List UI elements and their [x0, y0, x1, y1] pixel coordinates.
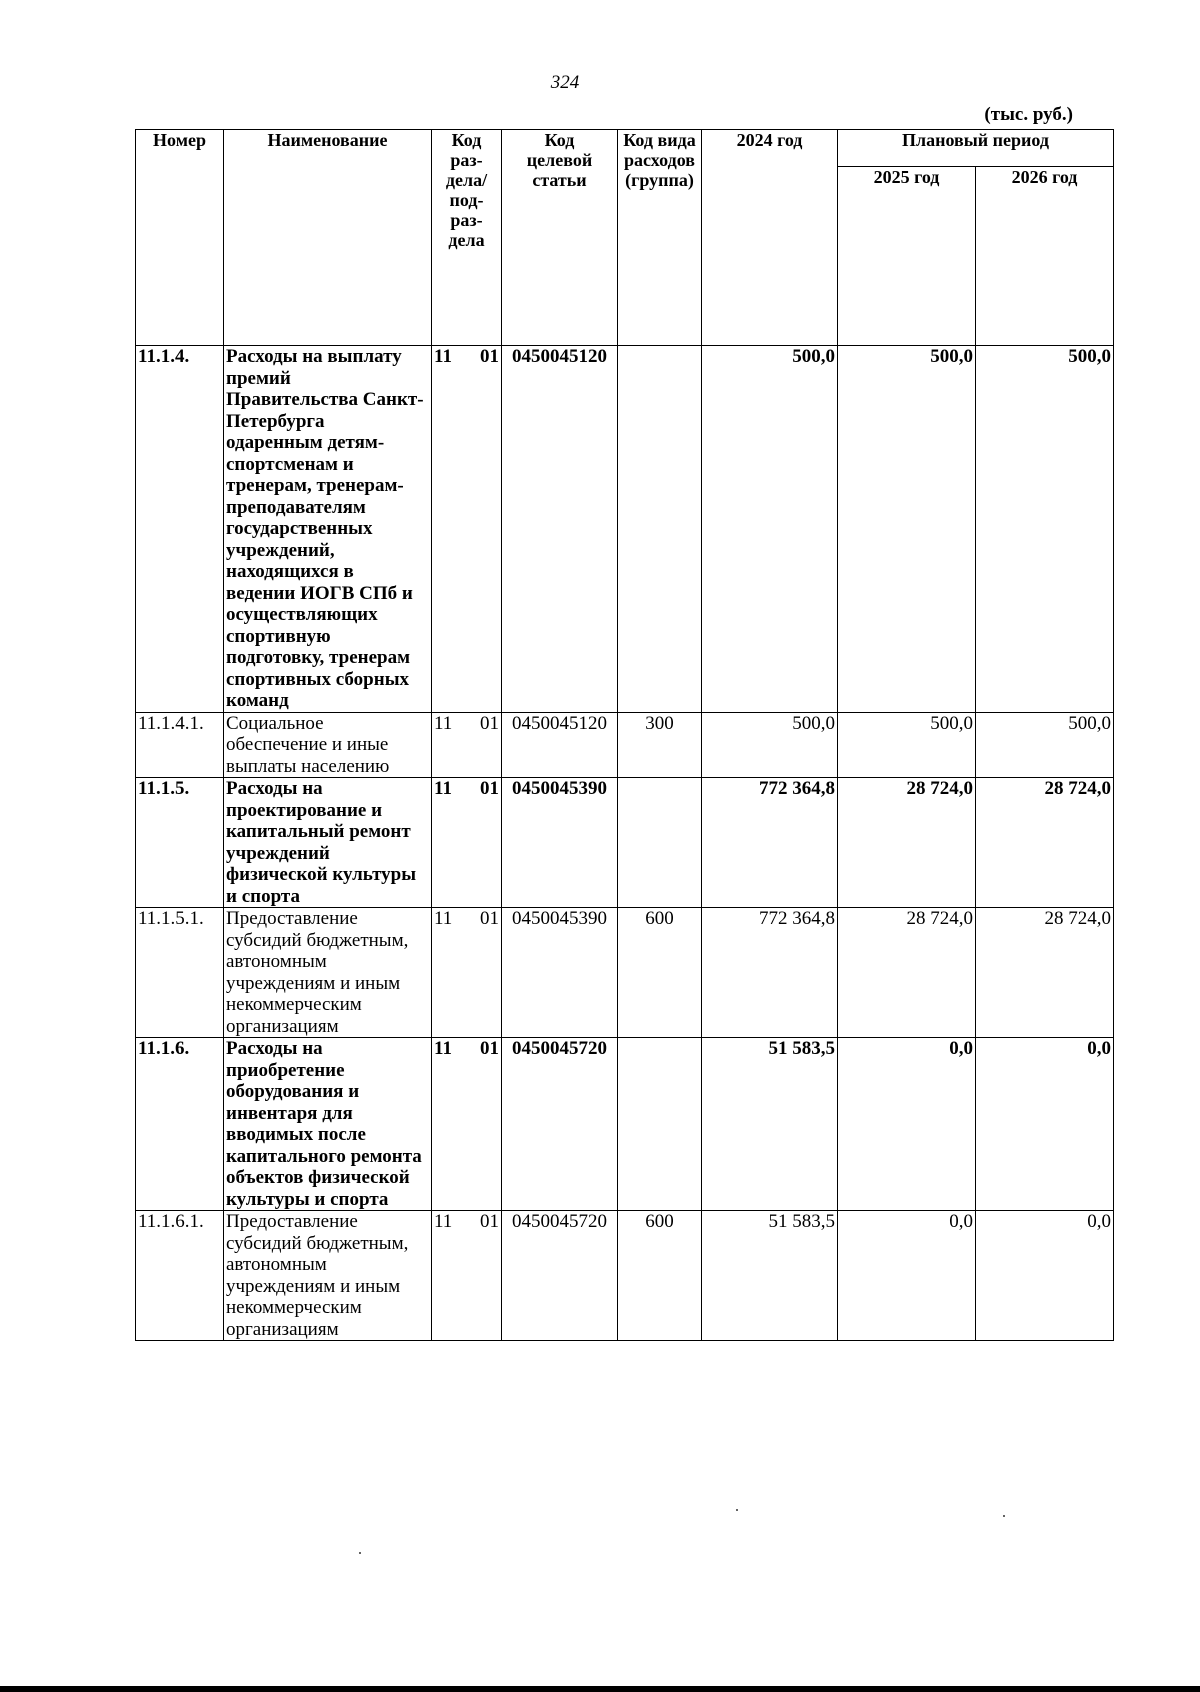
cell-section-code: 11 01	[432, 1038, 502, 1211]
cell-2026: 0,0	[976, 1211, 1114, 1341]
scan-speck	[1003, 1515, 1005, 1517]
header-year-2024: 2024 год	[702, 130, 838, 346]
cell-2026: 28 724,0	[976, 778, 1114, 908]
table-row	[136, 346, 1114, 713]
cell-section-code: 11 01	[432, 712, 502, 778]
header-planned-period: Плановый период	[838, 130, 1114, 167]
cell-2024: 51 583,5	[702, 1038, 838, 1211]
cell-number: 11.1.4.1.	[136, 712, 224, 778]
scan-speck	[359, 1552, 361, 1554]
cell-number: 11.1.5.	[136, 778, 224, 908]
cell-2024: 500,0	[702, 346, 838, 713]
cell-name: Расходы на выплату премий Правительства Санкт- Петербурга одаренным детям- спортсменам и тренерам, тренерам- преподавателям государственных учреждений, находящихся в ведении ИОГВ СПб и осуществляющих спортивную подготовку, тренерам спортивных сборных команд	[224, 346, 432, 713]
cell-section-code: 11 01	[432, 346, 502, 713]
cell-number: 11.1.5.1.	[136, 908, 224, 1038]
cell-section-code: 11 01	[432, 1211, 502, 1341]
cell-target-code: 0450045720	[502, 1038, 618, 1211]
cell-2026: 0,0	[976, 1038, 1114, 1211]
cell-2026: 500,0	[976, 346, 1114, 713]
table-row	[136, 712, 1114, 778]
cell-expense-type: 300	[618, 712, 702, 778]
header-name: Наименование	[224, 130, 432, 346]
units-label: (тыс. руб.)	[984, 104, 1073, 125]
cell-section-code: 11 01	[432, 908, 502, 1038]
scan-border	[0, 1686, 1200, 1692]
cell-2025: 28 724,0	[838, 908, 976, 1038]
header-year-2025: 2025 год	[838, 167, 976, 346]
cell-name: Социальное обеспечение и иные выплаты населению	[224, 712, 432, 778]
header-row	[136, 130, 1114, 167]
cell-2024: 500,0	[702, 712, 838, 778]
cell-2026: 28 724,0	[976, 908, 1114, 1038]
table-row	[136, 908, 1114, 1038]
header-target-code: Код целевой статьи	[502, 130, 618, 346]
cell-2025: 500,0	[838, 712, 976, 778]
cell-expense-type	[618, 346, 702, 713]
cell-number: 11.1.6.	[136, 1038, 224, 1211]
header-year-2026: 2026 год	[976, 167, 1114, 346]
table-row	[136, 1038, 1114, 1211]
cell-expense-type	[618, 778, 702, 908]
cell-number: 11.1.4.	[136, 346, 224, 713]
cell-name: Предоставление субсидий бюджетным, автономным учреждениям и иным некоммерческим организациям	[224, 1211, 432, 1341]
cell-section-code: 11 01	[432, 778, 502, 908]
cell-expense-type: 600	[618, 908, 702, 1038]
cell-target-code: 0450045390	[502, 908, 618, 1038]
budget-table	[135, 129, 1114, 1341]
table-row	[136, 1211, 1114, 1341]
cell-2024: 772 364,8	[702, 908, 838, 1038]
cell-target-code: 0450045390	[502, 778, 618, 908]
cell-2025: 0,0	[838, 1211, 976, 1341]
cell-2025: 28 724,0	[838, 778, 976, 908]
header-expense-type-code: Код вида расходов (группа)	[618, 130, 702, 346]
cell-expense-type	[618, 1038, 702, 1211]
cell-2025: 0,0	[838, 1038, 976, 1211]
table-row	[136, 778, 1114, 908]
page-number: 324	[550, 72, 580, 93]
cell-target-code: 0450045120	[502, 346, 618, 713]
cell-name: Расходы на приобретение оборудования и инвентаря для вводимых после капитального ремонта объектов физической культуры и спорта	[224, 1038, 432, 1211]
cell-expense-type: 600	[618, 1211, 702, 1341]
cell-2024: 772 364,8	[702, 778, 838, 908]
cell-name: Расходы на проектирование и капитальный ремонт учреждений физической культуры и спорта	[224, 778, 432, 908]
cell-target-code: 0450045120	[502, 712, 618, 778]
cell-2025: 500,0	[838, 346, 976, 713]
cell-target-code: 0450045720	[502, 1211, 618, 1341]
cell-2026: 500,0	[976, 712, 1114, 778]
header-section-code: Код раз- дела/ под- раз- дела	[432, 130, 502, 346]
cell-number: 11.1.6.1.	[136, 1211, 224, 1341]
cell-name: Предоставление субсидий бюджетным, автономным учреждениям и иным некоммерческим организациям	[224, 908, 432, 1038]
cell-2024: 51 583,5	[702, 1211, 838, 1341]
scan-speck	[736, 1509, 738, 1511]
header-number: Номер	[136, 130, 224, 346]
